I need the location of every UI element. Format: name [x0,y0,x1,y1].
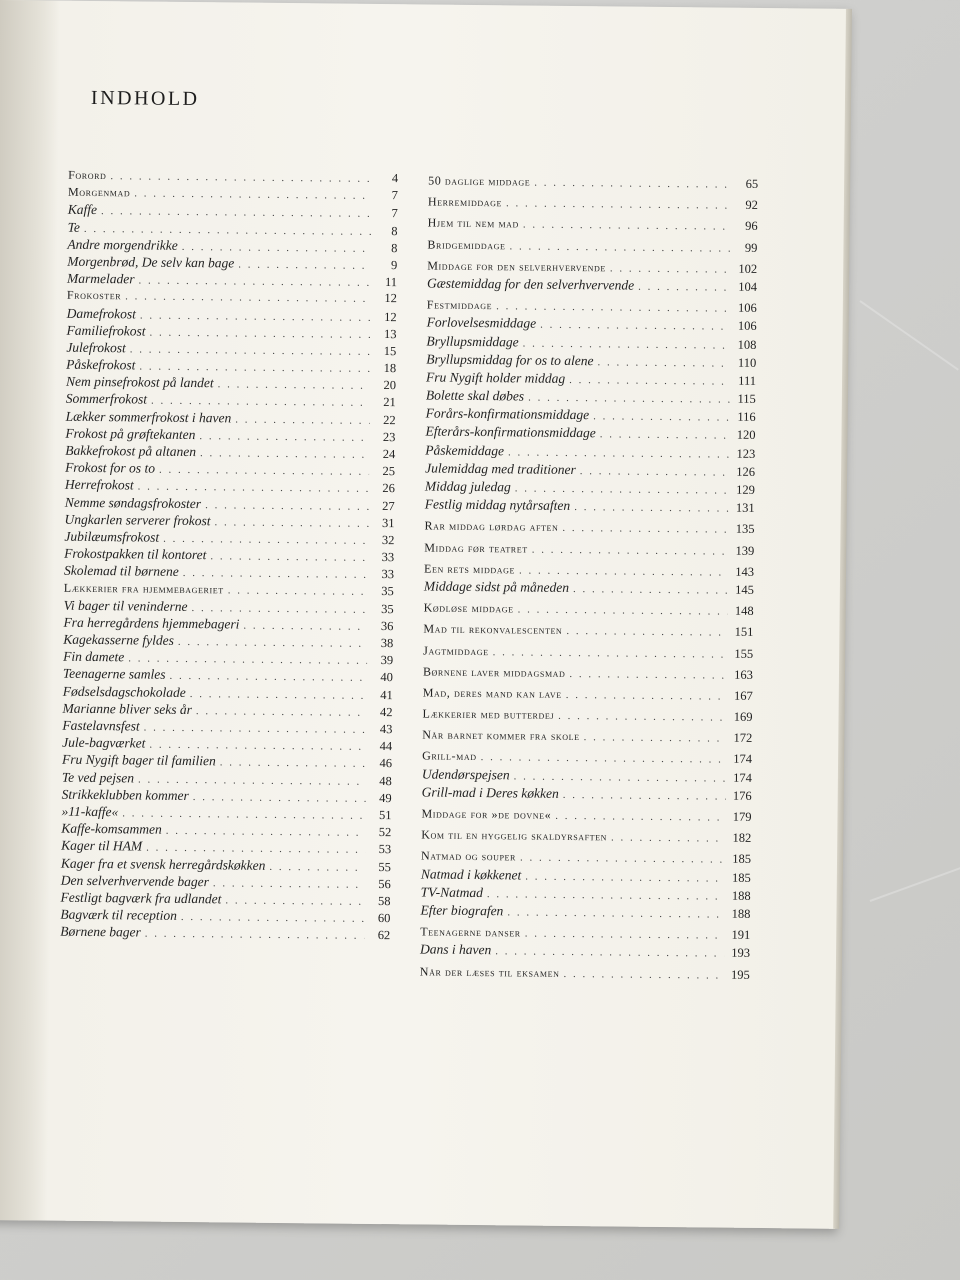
toc-entry [424,599,754,621]
leader-dots [506,194,732,215]
toc-entry-page-number: 43 [379,722,393,737]
marble-vein [859,300,958,370]
toc-entry-page-number: 174 [733,770,752,785]
toc-entry-page-number: 176 [732,788,752,803]
toc-entry-label: Børnene laver middagsmad [422,664,566,680]
toc-entry-label: Sommerfrokost [65,391,148,407]
leader-dots [558,707,727,727]
toc-entry-label: Gæstemiddag for den selverhvervende [426,275,635,293]
toc-entry-label: Bagværk til reception [60,906,177,923]
toc-entry-page-number: 172 [733,730,753,746]
leader-dots [523,216,732,236]
toc-entry-label: Damefrokost [66,305,137,321]
toc-entry-label: Lækker sommerfrokost i haven [65,408,232,426]
toc-entry [423,620,753,642]
marble-vein [870,866,960,902]
leader-dots [269,858,365,876]
leader-dots [220,755,366,774]
toc-entry-page-number: 104 [738,279,758,294]
toc-entry-page-number: 24 [382,447,396,462]
toc-entry-label: Når barnet kommer fra skole [422,727,580,744]
toc-entry-label: Bolette skal døbes [425,387,525,404]
toc-entry-page-number: 25 [382,464,396,479]
toc-entry-label: Middage for den selverhvervende [427,258,606,275]
leader-dots [159,462,369,481]
toc-entry [421,826,751,848]
toc-entry-label: Andre morgendrikke [67,236,178,253]
toc-entry [425,496,755,518]
toc-entry [422,726,752,748]
toc-entry-page-number: 145 [735,582,754,597]
toc-entry-page-number: 96 [745,219,758,234]
page-title: INDHOLD [90,86,200,111]
leader-dots [145,926,365,945]
toc-entry [428,171,758,193]
toc-entry-label: Julefrokost [66,339,126,356]
toc-entry [427,274,757,296]
toc-entry-page-number: 110 [737,355,757,370]
toc-entry-page-number: 115 [737,391,756,406]
toc-entry [424,538,754,560]
toc-entry-page-number: 195 [731,967,750,982]
toc-entry-page-number: 185 [732,852,752,867]
leader-dots [597,353,730,373]
toc-entry-label: Middage sidst på måneden [423,578,570,595]
toc-entry [420,962,750,984]
toc-entry-label: Kager til HAM [61,837,143,854]
leader-dots [225,892,364,911]
toc-entry-label: Efter biografen [420,902,504,919]
leader-dots [210,548,368,567]
toc-entry-label: Festlig middag nytårsaften [424,496,571,514]
toc-entry-page-number: 39 [380,653,394,668]
toc-entry-page-number: 48 [379,773,392,788]
toc-entry-page-number: 8 [391,223,398,238]
toc-entry-page-number: 108 [737,337,757,352]
leader-dots [213,875,365,894]
toc-entry-label: Påskemiddage [425,442,505,458]
leader-dots [200,445,369,464]
toc-entry-label: 50 daglige middage [428,173,531,189]
toc-entry-page-number: 102 [738,261,758,276]
toc-entry-page-number: 32 [381,532,395,548]
toc-left-column [60,167,398,944]
toc-entry [424,517,754,539]
toc-entry-page-number: 53 [378,842,392,857]
leader-dots [235,411,370,430]
toc-entry-label: »11-kaffe« [61,803,119,820]
toc-entry [422,705,752,727]
leader-dots [569,665,727,685]
toc-entry-page-number: 35 [381,601,394,616]
toc-entry-page-number: 40 [380,670,393,685]
toc-entry-label: Teenagerne samles [62,666,166,683]
toc-entry-label: Te ved pejsen [61,769,135,786]
leader-dots [534,174,732,194]
toc-entry-page-number: 169 [733,709,753,724]
toc-entry-label: Mad, deres mand kan lave [422,685,562,701]
book-spine-shadow [0,0,60,1221]
leader-dots [509,237,731,258]
toc-entry-page-number: 135 [735,522,755,537]
leader-dots [566,622,727,642]
toc-entry-page-number: 12 [384,309,397,324]
leader-dots [214,514,368,533]
toc-entry-page-number: 12 [384,291,397,306]
toc-entry-page-number: 193 [731,946,751,961]
toc-entry-label: Frokoster [66,288,122,303]
toc-entry-page-number: 49 [379,790,392,805]
toc-entry-label: Herrefrokost [64,477,134,493]
toc-entry [428,193,758,215]
leader-dots [611,829,725,848]
toc-entry-label: Forårs-konfirmationsmiddage [425,405,590,423]
toc-entry-page-number: 65 [745,176,759,191]
toc-entry-label: Jagtmiddage [423,642,489,658]
toc-entry-label: Efterårs-konfirmationsmiddage [425,423,596,441]
toc-entry-label: Ungkarlen serverer frokost [64,511,211,528]
leader-dots [178,634,368,653]
leader-dots [125,289,371,309]
leader-dots [166,823,366,842]
toc-entry-label: Nemme søndagsfrokoster [64,494,202,511]
toc-entry-label: Frokost på grøftekanten [65,425,196,442]
toc-entry-label: Fødselsdagschokolade [62,683,186,700]
toc-entry-label: Middage for »de dovne« [421,806,552,822]
toc-entry-label: Bridgemiddage [427,237,506,252]
leader-dots [520,849,725,869]
leader-dots [205,497,369,516]
toc-entry-page-number: 174 [733,752,753,767]
leader-dots [228,582,368,601]
toc-entry-page-number: 44 [379,739,393,754]
toc-entry-page-number: 163 [734,667,754,682]
toc-entry-page-number: 51 [378,807,392,823]
toc-entry-page-number: 33 [381,550,395,565]
toc-entry-page-number: 60 [377,911,391,926]
leader-dots [600,426,730,446]
toc-entry-page-number: 116 [737,409,756,425]
toc-entry-page-number: 188 [731,906,751,921]
toc-entry-page-number: 151 [734,625,754,640]
toc-entry-label: Rar middag lørdag aften [424,518,559,535]
toc-entry [427,235,757,257]
toc-entry-label: Frokost for os to [65,459,156,476]
toc-entry-label: Bakkefrokost på altanen [65,442,197,460]
toc-entry-page-number: 4 [391,171,399,186]
toc-entry-label: Familiefrokost [66,322,146,339]
toc-entry-page-number: 9 [390,258,398,273]
toc-entry-page-number: 182 [732,830,752,846]
toc-entry-page-number: 99 [744,240,758,255]
toc-entry-page-number: 120 [736,428,756,443]
toc-entry-page-number: 126 [736,464,756,479]
toc-entry-page-number: 31 [381,515,395,530]
toc-entry-page-number: 33 [381,567,395,582]
toc-entry-label: Natmad og souper [420,848,517,864]
toc-entry-page-number: 18 [383,361,397,376]
toc-entry [424,577,754,599]
toc-entry-label: Festmiddage [426,297,493,313]
toc-entry-page-number: 38 [380,636,394,651]
toc-entry-page-number: 27 [382,498,395,513]
toc-entry-page-number: 55 [378,859,392,874]
toc-entry-label: Bryllupsmiddag for os to alene [426,351,594,368]
toc-entry-page-number: 42 [379,704,393,719]
toc-entry-page-number: 143 [735,564,755,579]
toc-entry-label: Udendørspejsen [421,766,510,783]
toc-entry-label: Jubilæumsfrokost [64,528,160,545]
toc-entry-page-number: 8 [391,240,398,255]
toc-entry-page-number: 167 [733,688,753,703]
toc-entry-page-number: 139 [735,543,755,558]
toc-entry-page-number: 26 [382,481,395,496]
leader-dots [566,686,727,706]
leader-dots [573,580,728,600]
toc-entry-page-number: 13 [383,326,397,341]
toc-entry-label: Festligt bagværk fra udlandet [60,889,222,907]
toc-right-column [420,168,758,983]
toc-entry-label: Kødløse middage [423,600,514,616]
leader-dots [134,186,372,206]
leader-dots [563,786,726,806]
toc-entry-page-number: 129 [736,482,755,497]
toc-entry [422,783,752,805]
toc-entry-page-number: 155 [734,646,754,661]
toc-entry-label: Morgenmad [67,184,131,200]
toc-entry-label: Herremiddage [427,194,503,210]
toc-entry-page-number: 7 [391,206,398,221]
toc-entry [428,214,758,236]
toc-entry-page-number: 20 [383,378,397,393]
toc-entry-label: Lækkerier fra hjemmebageriet [63,580,224,596]
toc-entry-page-number: 7 [391,188,399,203]
toc-entry-page-number: 185 [732,870,751,885]
toc-entry-page-number: 35 [381,583,394,598]
toc-entry-label: Marianne bliver seks år [62,700,193,717]
toc-entry-label: Frokostpakken til kontoret [64,545,207,563]
leader-dots [199,428,369,447]
toc-entry-label: Grill-mad i Deres køkken [421,784,559,801]
toc-entry-label: Vi bager til veninderne [63,597,188,614]
toc-entry-label: Morgenbrød, De selv kan bage [67,253,235,271]
toc-entry-label: Børnene bager [60,923,141,940]
leader-dots [580,462,729,482]
toc-entry [423,641,753,663]
toc-entry-label: Fra herregårdens hjemmebageri [63,614,240,632]
toc-entry-label: Den selverhvervende bager [60,872,210,889]
toc-entry-page-number: 106 [737,300,757,316]
toc-entry-label: Forord [68,167,107,183]
leader-dots [638,278,731,297]
toc-entry [423,683,753,705]
toc-entry-label: Middag juledag [424,478,511,495]
toc-entry-label: Skolemad til børnene [63,563,179,580]
toc-entry-label: Kaffe [67,202,98,218]
toc-entry-page-number: 92 [745,198,758,213]
toc-entry-page-number: 179 [732,809,752,824]
toc-entry-label: Te [67,219,80,235]
leader-dots [238,256,371,275]
toc-entry-label: Hjem til nem mad [427,215,520,231]
leader-dots [218,377,371,396]
toc-entry-label: Kager fra et svensk herregårdskøkken [60,855,266,873]
toc-entry-page-number: 15 [383,343,397,359]
toc-entry-label: Fastelavnsfest [62,717,140,734]
leader-dots [555,807,725,827]
toc-entry-page-number: 58 [378,893,391,909]
leader-dots [574,498,729,518]
leader-dots [569,371,730,391]
toc-entry-page-number: 191 [731,927,751,943]
toc-entry-label: Forlovelsesmiddage [426,314,537,331]
leader-dots [243,617,367,636]
toc-entry-page-number: 52 [378,825,392,840]
toc-entry-label: Bryllupsmiddage [426,332,519,349]
toc-entry-label: Julemiddag med traditioner [425,460,576,477]
leader-dots [593,407,730,427]
toc-entry-page-number: 148 [734,603,754,619]
toc-entry-page-number: 11 [384,275,398,290]
toc-entry [423,662,753,684]
leader-dots [584,728,727,748]
leader-dots [518,601,728,621]
toc-entry-page-number: 46 [379,756,393,771]
toc-entry-label: Påskefrokost [66,356,136,373]
toc-entry [420,901,750,923]
toc-entry-label: Een rets middage [423,561,516,577]
leader-dots [532,540,729,560]
toc-entry-label: Kaffe-komsammen [61,820,162,837]
toc-entry-label: Marmelader [67,270,135,287]
toc-entry-label: Teenagerne danser [420,924,521,940]
toc-entry-label: Jule-bagværket [62,734,146,751]
toc-entry-page-number: 22 [383,412,396,427]
toc-entry-label: Fru Nygift holder middag [425,369,566,386]
leader-dots [190,686,367,705]
toc-entry-page-number: 56 [378,876,391,891]
toc-entry-label: Mad til rekonvalescenten [423,621,563,638]
toc-entry-label: Grill-mad [422,748,477,764]
toc-entry-label: Fru Nygift bager til familien [61,752,216,769]
leader-dots [495,943,724,964]
leader-dots [169,668,367,687]
toc-entry-page-number: 123 [736,446,756,461]
leader-dots [525,867,725,887]
toc-entry-page-number: 111 [738,373,757,388]
toc-entry-label: Middag før teatret [424,540,528,556]
toc-entry-label: Nem pinsefrokost på landet [65,373,214,391]
toc-entry-page-number: 188 [731,888,751,903]
leader-dots [562,519,728,539]
toc-entry-page-number: 21 [383,395,396,410]
toc-entry-label: Strikkeklubben kommer [61,786,189,803]
leader-dots [193,789,366,808]
leader-dots [525,925,725,945]
toc-entry-page-number: 23 [382,429,396,444]
leader-dots [493,643,728,664]
toc-entry-label: Lækkerier med butterdej [422,706,555,722]
toc-entry [68,184,398,205]
toc-entry-label: Fin damete [63,648,125,665]
leader-dots [563,964,724,984]
toc-entry-label: Kom til en hyggelig skaldyrsaften [421,827,608,844]
toc-entry-label: Kagekasserne fyldes [63,631,174,648]
toc-entry-page-number: 106 [737,319,757,334]
toc-entry-label: TV-Natmad [420,884,484,900]
leader-dots [181,909,365,928]
toc-entry-label: Når der læses til eksamen [419,963,560,980]
toc-entry-page-number: 62 [377,928,391,943]
toc-entry-page-number: 131 [735,500,755,516]
leader-dots [196,703,367,722]
toc-entry-page-number: 36 [380,618,394,634]
toc-entry [420,941,750,963]
toc-entry-label: Natmad i køkkenet [420,866,522,883]
leader-dots [507,903,724,923]
toc-entry [421,804,751,826]
toc-entry-page-number: 41 [380,687,393,702]
leader-dots [540,316,731,336]
toc-entry-label: Dans i haven [420,941,492,958]
